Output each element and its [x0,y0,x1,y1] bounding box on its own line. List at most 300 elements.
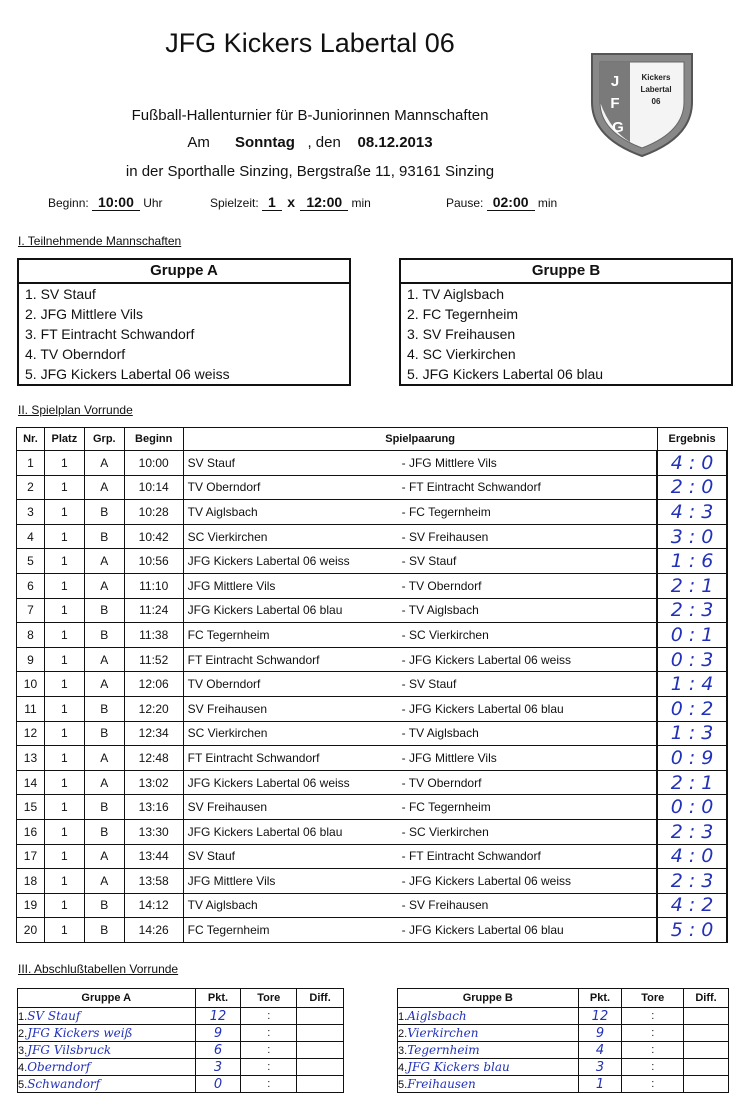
standing-goals: : [241,1076,297,1093]
match-platz: 1 [44,721,84,746]
match-row [17,869,728,894]
match-away-team: - SV Freihausen [401,898,489,913]
match-result: 0 : 3 [657,647,727,672]
match-row [17,795,728,820]
standing-team [18,1042,196,1059]
match-time: 10:56 [124,549,183,574]
final-a-tore-header: Tore [241,989,297,1008]
standing-goals: : [241,1025,297,1042]
final-standing-row [18,1025,344,1042]
final-b-diff-header: Diff. [684,989,729,1008]
standing-goals: : [622,1076,684,1093]
schedule-table [16,427,728,943]
match-result: 2 : 3 [657,869,727,894]
standing-team [398,1042,579,1059]
match-nr: 9 [17,647,45,672]
spielzeit-field: Spielzeit: 1 x 12:00 min [210,194,371,210]
section-schedule-heading: II. Spielplan Vorrunde [18,403,133,417]
match-row [17,475,728,500]
standing-points: 1 [578,1076,622,1093]
match-group: B [84,623,124,648]
final-table-group-b [397,988,729,1093]
svg-text:J: J [610,73,620,90]
match-away-team: - TV Aiglsbach [401,726,479,741]
venue-line: in der Sporthalle Sinzing, Bergstraße 11, 93161 Sinzing [125,163,495,180]
match-away-team: - SV Freihausen [401,529,489,544]
match-pairing [183,770,657,795]
match-away-team: - FC Tegernheim [401,504,491,519]
match-group: B [84,696,124,721]
standing-points: 9 [195,1025,241,1042]
match-nr: 13 [17,746,45,771]
final-a-group-header: Gruppe A [18,989,196,1008]
standing-team-name: Aiglsbach [407,1009,467,1023]
match-away-team: - JFG Mittlere Vils [401,455,497,470]
match-result: 2 : 0 [657,475,727,500]
group-a-team: 4. TV Oberndorf [25,346,126,362]
final-standing-row [18,1076,344,1093]
standing-team-name: JFG Kickers weiß [27,1026,133,1040]
col-beginn: Beginn [124,428,183,451]
match-result: 0 : 2 [657,696,727,721]
match-row [17,524,728,549]
match-pairing [183,524,657,549]
standing-rank: 3. [398,1045,408,1057]
col-ergebnis: Ergebnis [657,428,727,451]
standing-goals: : [622,1042,684,1059]
match-result: 1 : 4 [657,672,727,697]
match-platz: 1 [44,573,84,598]
final-standing-row [18,1059,344,1076]
standing-goals: : [622,1008,684,1025]
spielzeit-x: x [287,194,295,210]
match-result: 2 : 3 [657,598,727,623]
standing-rank: 5. [398,1079,408,1091]
match-platz: 1 [44,647,84,672]
match-time: 12:06 [124,672,183,697]
match-pairing [183,549,657,574]
standing-team-name: Freihausen [407,1077,476,1091]
standing-diff [684,1025,729,1042]
spielzeit-value: 12:00 [300,194,348,211]
match-group: A [84,549,124,574]
match-time: 10:28 [124,500,183,525]
match-platz: 1 [44,893,84,918]
final-standing-row [398,1076,729,1093]
match-pairing [183,647,657,672]
match-nr: 18 [17,869,45,894]
col-grp: Grp. [84,428,124,451]
match-home-team: SV Freihausen [187,701,268,716]
match-pairing [183,819,657,844]
match-time: 12:48 [124,746,183,771]
match-nr: 15 [17,795,45,820]
match-home-team: SV Stauf [187,455,235,470]
final-standing-row [398,1042,729,1059]
standing-diff [684,1059,729,1076]
match-group: B [84,795,124,820]
match-group: B [84,893,124,918]
match-time: 10:00 [124,451,183,476]
match-row [17,598,728,623]
standing-rank: 2. [18,1028,28,1040]
section-teams-heading: I. Teilnehmende Mannschaften [18,234,182,248]
match-pairing [183,844,657,869]
match-home-team: TV Oberndorf [187,480,261,495]
group-b-box [399,258,733,386]
svg-text:Kickers: Kickers [641,73,671,82]
match-home-team: SC Vierkirchen [187,529,268,544]
match-group: A [84,647,124,672]
match-group: B [84,598,124,623]
match-group: B [84,918,124,943]
standing-rank: 1. [398,1011,408,1023]
match-platz: 1 [44,746,84,771]
match-home-team: JFG Mittlere Vils [187,873,276,888]
match-time: 13:44 [124,844,183,869]
match-platz: 1 [44,623,84,648]
match-home-team: TV Aiglsbach [187,504,258,519]
match-home-team: JFG Kickers Labertal 06 blau [187,603,343,618]
standing-diff [297,1025,344,1042]
match-group: A [84,869,124,894]
match-result: 2 : 1 [657,573,727,598]
final-standing-row [18,1042,344,1059]
match-nr: 16 [17,819,45,844]
standing-points: 6 [195,1042,241,1059]
match-pairing [183,623,657,648]
match-nr: 4 [17,524,45,549]
match-pairing [183,918,657,943]
match-row [17,770,728,795]
svg-text:F: F [610,95,620,112]
match-pairing [183,721,657,746]
match-group: A [84,573,124,598]
match-pairing [183,573,657,598]
match-row [17,918,728,943]
day-value: Sonntag [234,134,295,151]
match-nr: 8 [17,623,45,648]
standing-points: 4 [578,1042,622,1059]
match-pairing [183,475,657,500]
date-value: 08.12.2013 [357,134,433,151]
match-result: 2 : 1 [657,770,727,795]
match-platz: 1 [44,696,84,721]
match-away-team: - JFG Kickers Labertal 06 weiss [401,652,572,667]
am-label: Am [187,134,210,151]
match-platz: 1 [44,672,84,697]
standing-team [18,1008,196,1025]
group-a-team: 5. JFG Kickers Labertal 06 weiss [25,366,230,382]
match-away-team: - TV Aiglsbach [401,603,479,618]
match-away-team: - SC Vierkirchen [401,627,489,642]
match-away-team: - TV Oberndorf [401,578,482,593]
match-result: 4 : 0 [657,844,727,869]
svg-text:Labertal: Labertal [640,85,672,94]
group-b-title: Gruppe B [401,260,731,284]
group-b-team: 2. FC Tegernheim [407,306,519,322]
match-platz: 1 [44,524,84,549]
standing-points: 12 [578,1008,622,1025]
group-b-team: 3. SV Freihausen [407,326,516,342]
match-group: A [84,746,124,771]
standing-team [398,1025,579,1042]
match-nr: 2 [17,475,45,500]
match-result: 4 : 0 [657,451,727,476]
standing-team-name: Oberndorf [27,1060,91,1074]
spielzeit-count: 1 [262,194,282,211]
match-group: A [84,475,124,500]
match-time: 13:02 [124,770,183,795]
match-home-team: JFG Kickers Labertal 06 weiss [187,775,350,790]
final-table-group-a [17,988,344,1093]
standing-team-name: Vierkirchen [407,1026,479,1040]
match-time: 10:14 [124,475,183,500]
col-platz: Platz [44,428,84,451]
date-line [0,134,620,151]
standing-points: 12 [195,1008,241,1025]
standing-points: 3 [578,1059,622,1076]
match-home-team: TV Oberndorf [187,677,261,692]
final-a-diff-header: Diff. [297,989,344,1008]
match-nr: 20 [17,918,45,943]
standing-diff [684,1008,729,1025]
match-platz: 1 [44,819,84,844]
match-result: 4 : 3 [657,500,727,525]
match-pairing [183,893,657,918]
match-nr: 10 [17,672,45,697]
match-result: 3 : 0 [657,524,727,549]
match-group: B [84,524,124,549]
match-result: 5 : 0 [657,918,727,943]
standing-points: 9 [578,1025,622,1042]
match-row [17,549,728,574]
standing-diff [297,1076,344,1093]
svg-text:G: G [612,119,624,136]
match-platz: 1 [44,598,84,623]
match-pairing [183,746,657,771]
standing-team-name: JFG Vilsbruck [27,1043,112,1057]
group-b-team: 5. JFG Kickers Labertal 06 blau [407,366,604,382]
match-away-team: - FT Eintracht Schwandorf [401,849,541,864]
match-row [17,746,728,771]
match-row [17,500,728,525]
match-time: 14:26 [124,918,183,943]
match-platz: 1 [44,500,84,525]
standing-team [18,1025,196,1042]
match-home-team: TV Aiglsbach [187,898,258,913]
standing-rank: 3. [18,1045,28,1057]
match-pairing [183,696,657,721]
match-time: 13:16 [124,795,183,820]
standing-team-name: SV Stauf [27,1009,81,1023]
match-nr: 17 [17,844,45,869]
standing-goals: : [241,1042,297,1059]
match-platz: 1 [44,844,84,869]
match-time: 12:20 [124,696,183,721]
match-group: B [84,819,124,844]
standing-diff [684,1076,729,1093]
match-pairing [183,500,657,525]
match-platz: 1 [44,451,84,476]
standing-goals: : [622,1025,684,1042]
match-home-team: JFG Mittlere Vils [187,578,276,593]
group-b-team: 4. SC Vierkirchen [407,346,516,362]
standing-rank: 4. [18,1062,28,1074]
match-nr: 6 [17,573,45,598]
standing-team [398,1059,579,1076]
begin-value: 10:00 [92,194,140,211]
match-result: 4 : 2 [657,893,727,918]
standing-points: 0 [195,1076,241,1093]
match-time: 11:52 [124,647,183,672]
match-away-team: - SV Stauf [401,677,457,692]
match-nr: 3 [17,500,45,525]
standing-rank: 5. [18,1079,28,1091]
final-b-group-header: Gruppe B [398,989,579,1008]
match-row [17,844,728,869]
match-nr: 14 [17,770,45,795]
match-result: 0 : 1 [657,623,727,648]
final-b-pkt-header: Pkt. [578,989,622,1008]
standing-goals: : [241,1059,297,1076]
group-a-team: 2. JFG Mittlere Vils [25,306,143,322]
match-away-team: - JFG Kickers Labertal 06 weiss [401,873,572,888]
match-row [17,893,728,918]
svg-text:06: 06 [651,97,661,106]
col-nr: Nr. [17,428,45,451]
match-time: 13:30 [124,819,183,844]
match-away-team: - JFG Kickers Labertal 06 blau [401,701,564,716]
pause-field: Pause: 02:00 min [446,194,558,210]
match-pairing [183,795,657,820]
match-row [17,573,728,598]
standing-team-name: JFG Kickers blau [407,1060,510,1074]
match-nr: 12 [17,721,45,746]
match-result: 0 : 0 [657,795,727,820]
match-home-team: FT Eintracht Schwandorf [187,750,320,765]
match-nr: 19 [17,893,45,918]
match-pairing [183,451,657,476]
match-platz: 1 [44,795,84,820]
standing-goals: : [622,1059,684,1076]
match-time: 10:42 [124,524,183,549]
match-away-team: - TV Oberndorf [401,775,482,790]
match-nr: 11 [17,696,45,721]
final-standing-row [398,1025,729,1042]
tournament-subtitle: Fußball-Hallenturnier für B-Juniorinnen Mannschaften [131,107,489,124]
match-away-team: - FT Eintracht Schwandorf [401,480,541,495]
match-group: A [84,451,124,476]
final-standing-row [398,1059,729,1076]
match-row [17,696,728,721]
standing-diff [684,1042,729,1059]
match-platz: 1 [44,918,84,943]
match-away-team: - JFG Kickers Labertal 06 blau [401,923,564,938]
match-row [17,647,728,672]
match-home-team: FT Eintracht Schwandorf [187,652,320,667]
match-platz: 1 [44,869,84,894]
match-home-team: JFG Kickers Labertal 06 weiss [187,554,350,569]
match-pairing [183,598,657,623]
group-a-box [17,258,351,386]
match-result: 2 : 3 [657,819,727,844]
match-group: A [84,672,124,697]
standing-rank: 2. [398,1028,408,1040]
match-pairing [183,672,657,697]
match-nr: 5 [17,549,45,574]
standing-team [18,1076,196,1093]
standing-team [18,1059,196,1076]
match-time: 11:10 [124,573,183,598]
section-final-tables-heading: III. Abschlußtabellen Vorrunde [18,962,179,976]
match-platz: 1 [44,549,84,574]
standing-team-name: Schwandorf [27,1077,101,1091]
match-row [17,451,728,476]
pause-value: 02:00 [487,194,535,211]
match-result: 1 : 3 [657,721,727,746]
group-a-title: Gruppe A [19,260,349,284]
final-standing-row [398,1008,729,1025]
match-away-team: - JFG Mittlere Vils [401,750,497,765]
standing-goals: : [241,1008,297,1025]
match-group: B [84,500,124,525]
begin-field: Beginn: 10:00 Uhr [48,194,163,210]
standing-points: 3 [195,1059,241,1076]
match-pairing [183,869,657,894]
match-row [17,623,728,648]
den-label: , den [307,134,341,151]
match-group: A [84,844,124,869]
match-home-team: SC Vierkirchen [187,726,268,741]
match-row [17,721,728,746]
match-time: 14:12 [124,893,183,918]
final-standing-row [18,1008,344,1025]
match-time: 13:58 [124,869,183,894]
page-title: JFG Kickers Labertal 06 [165,28,455,58]
group-a-team: 1. SV Stauf [25,286,96,302]
standing-team [398,1076,579,1093]
match-nr: 1 [17,451,45,476]
match-home-team: FC Tegernheim [187,627,270,642]
final-b-tore-header: Tore [622,989,684,1008]
match-away-team: - SV Stauf [401,554,457,569]
standing-diff [297,1008,344,1025]
group-a-team: 3. FT Eintracht Schwandorf [25,326,195,342]
match-home-team: FC Tegernheim [187,923,270,938]
match-home-team: SV Freihausen [187,800,268,815]
match-row [17,672,728,697]
match-away-team: - SC Vierkirchen [401,824,489,839]
standing-diff [297,1059,344,1076]
standing-rank: 1. [18,1011,28,1023]
match-platz: 1 [44,475,84,500]
standing-team-name: Tegernheim [407,1043,480,1057]
standing-diff [297,1042,344,1059]
match-nr: 7 [17,598,45,623]
match-result: 1 : 6 [657,549,727,574]
final-a-pkt-header: Pkt. [195,989,241,1008]
col-spielpaarung: Spielpaarung [183,428,657,451]
match-group: B [84,721,124,746]
match-time: 11:38 [124,623,183,648]
schedule-header-row [17,428,728,451]
standing-rank: 4. [398,1062,408,1074]
match-platz: 1 [44,770,84,795]
match-home-team: SV Stauf [187,849,235,864]
match-time: 12:34 [124,721,183,746]
match-result: 0 : 9 [657,746,727,771]
